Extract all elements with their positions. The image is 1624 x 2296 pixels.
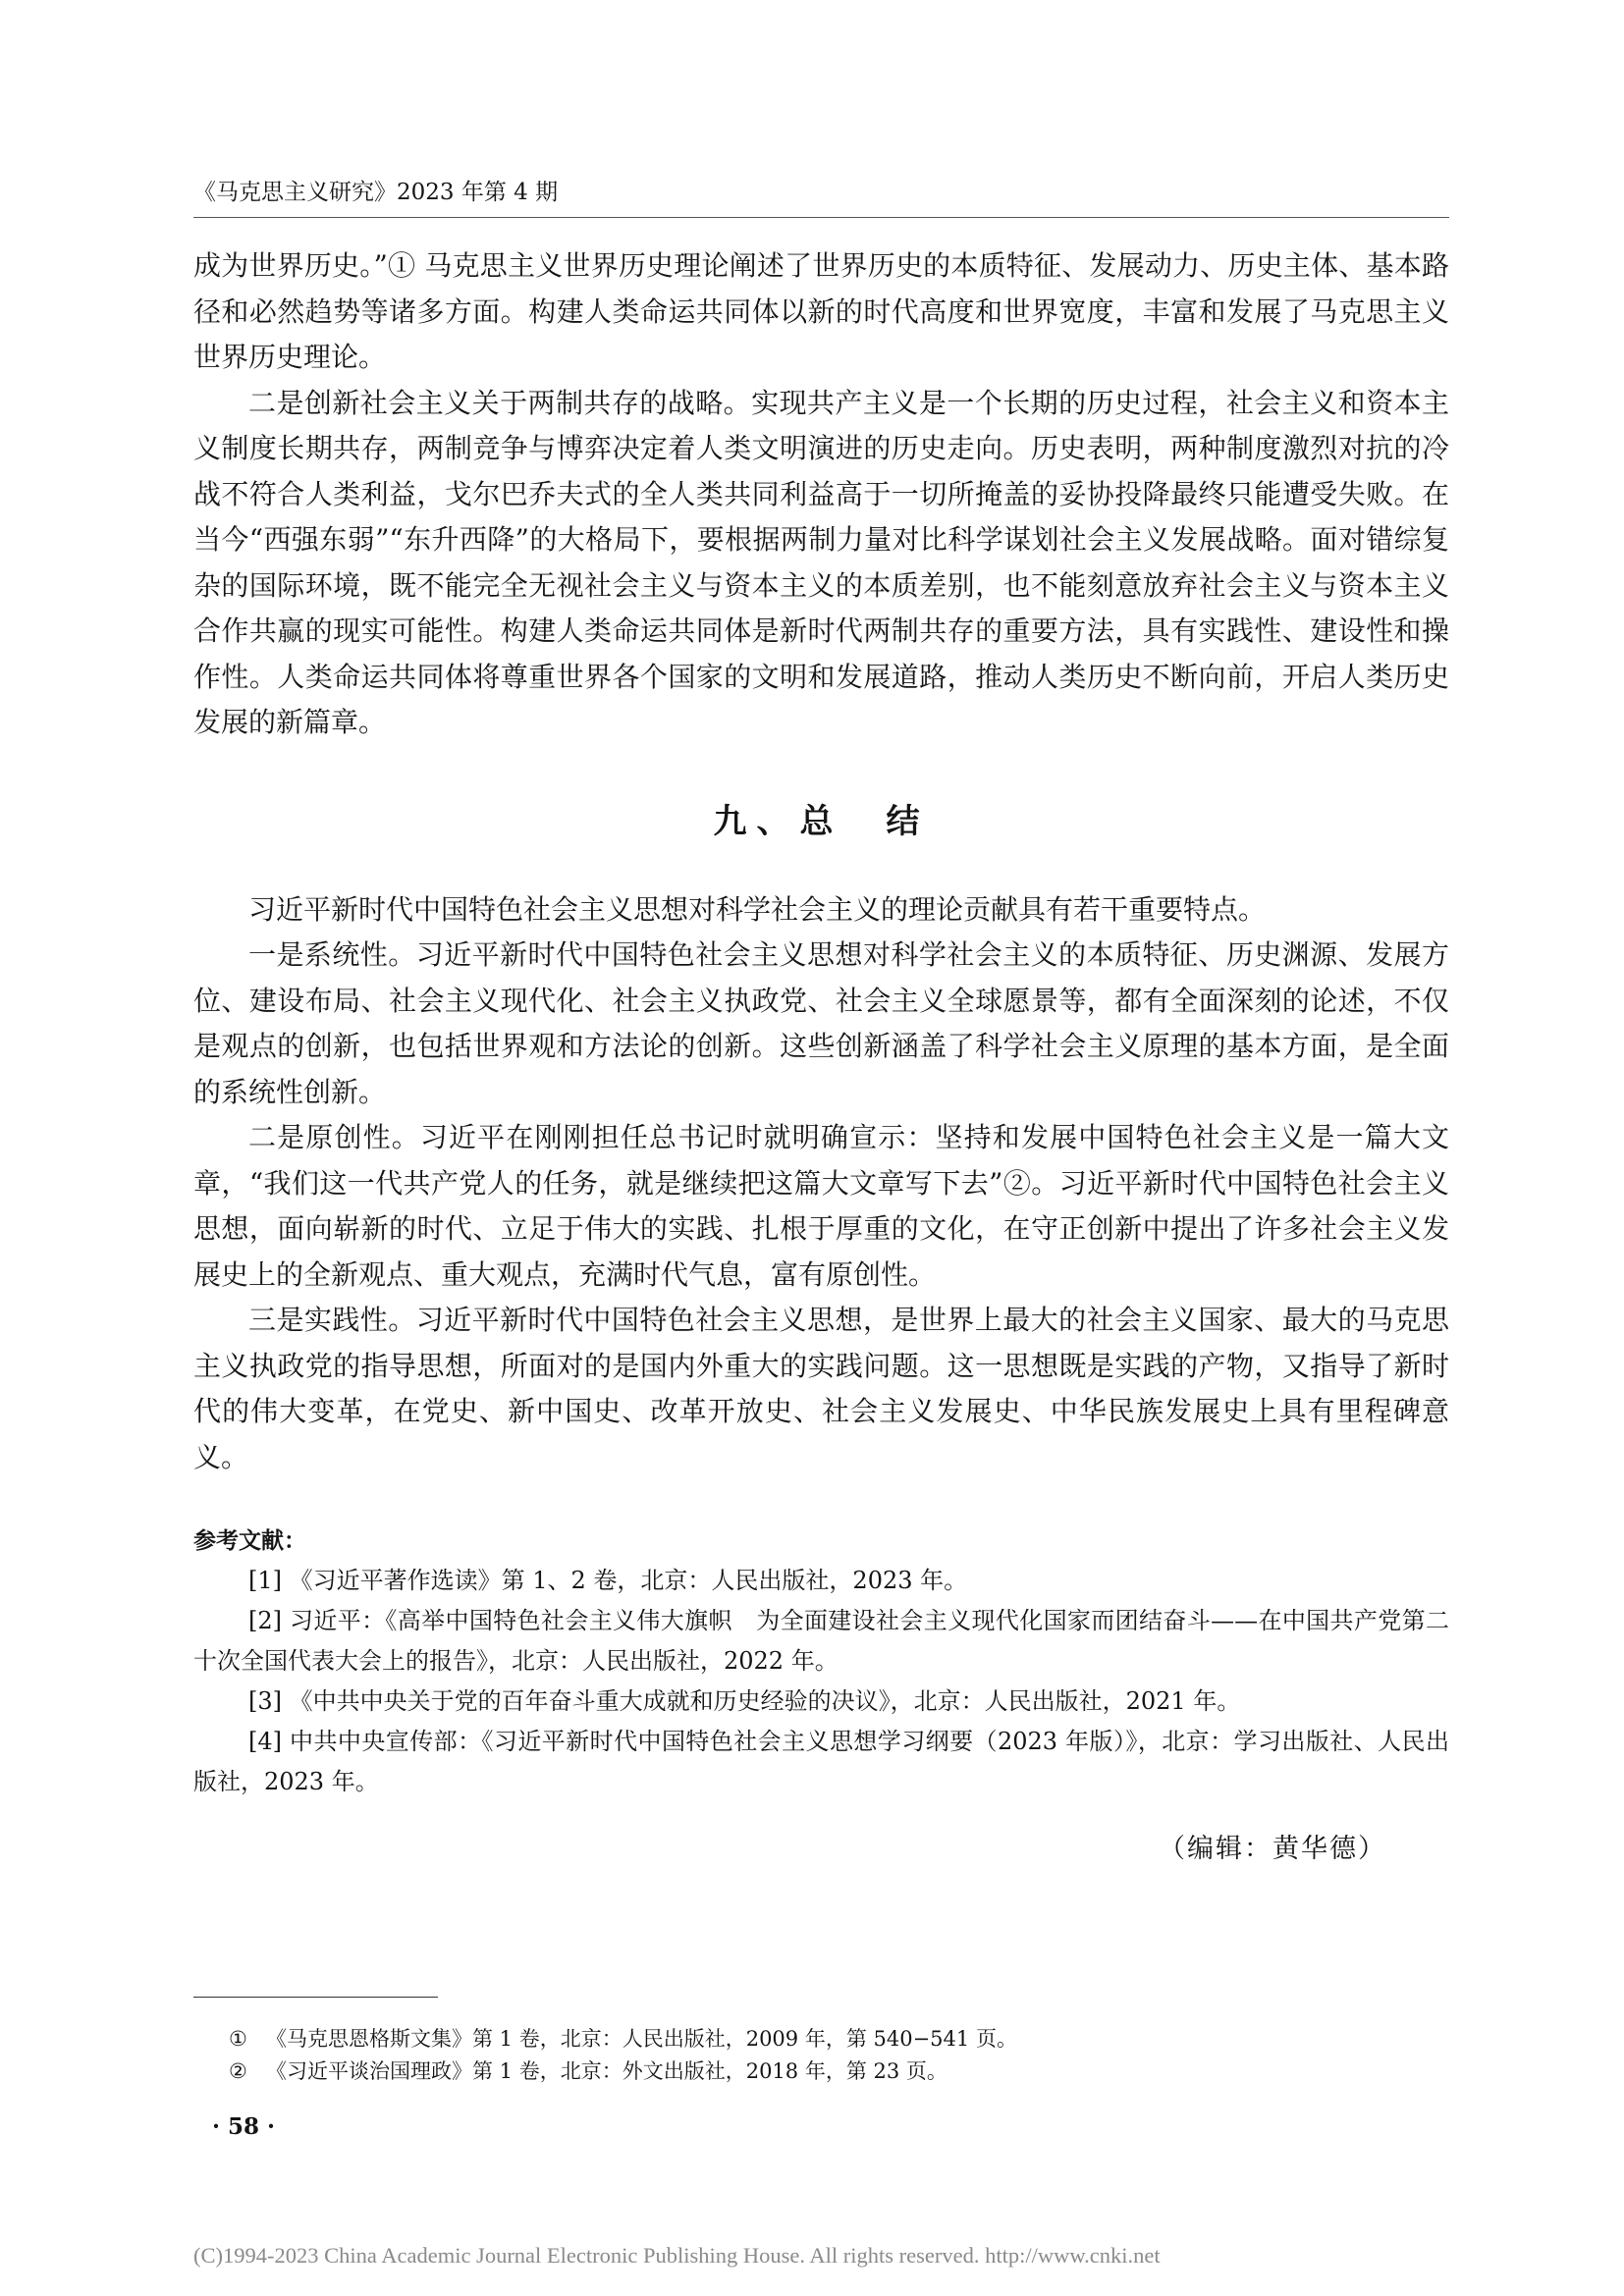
reference-item: [3] 《中共中央关于党的百年奋斗重大成就和历史经验的决议》，北京：人民出版社，2021 年。 bbox=[248, 1687, 1241, 1715]
body-paragraph: 成为世界历史。”① 马克思主义世界历史理论阐述了世界历史的本质特征、发展动力、历史主体、基本路径和必然趋势等诸多方面。构建人类命运共同体以新的时代高度和世界宽度，丰富和发展了马克思主义世界历史理论。 bbox=[193, 249, 1449, 373]
section-title: 九、总 结 bbox=[713, 801, 930, 841]
page-number: · 58 · bbox=[212, 2113, 276, 2140]
header-rule bbox=[193, 217, 1449, 218]
body-paragraph: 二是创新社会主义关于两制共存的战略。实现共产主义是一个长期的历史过程，社会主义和资本主义制度长期共存，两制竞争与博弈决定着人类文明演进的历史走向。历史表明，两种制度激烈对抗的冷战不符合人类利益，戈尔巴乔夫式的全人类共同利益高于一切所掩盖的妥协投降最终只能遭受失败。在当今“西强东弱”“东升西降”的大格局下，要根据两制力量对比科学谋划社会主义发展战略。面对错综复杂的国际环境，既不能完全无视社会主义与资本主义的本质差别，也不能刻意放弃社会主义与资本主义合作共赢的现实可能性。构建人类命运共同体是新时代两制共存的重要方法，具有实践性、建设性和操作性。人类命运共同体将尊重世界各个国家的文明和发展道路，推动人类历史不断向前，开启人类历史发展的新篇章。 bbox=[193, 386, 1449, 738]
footnote bbox=[229, 2056, 1407, 2088]
reference-item: [1] 《习近平著作选读》第 1、2 卷，北京：人民出版社，2023 年。 bbox=[248, 1567, 968, 1594]
reference-item: [2] 习近平：《高举中国特色社会主义伟大旗帜 为全面建设社会主义现代化国家而团结奋斗——在中国共产党第二十次全国代表大会上的报告》，北京：人民出版社，2022 年。 bbox=[193, 1607, 1449, 1675]
reference-item: [4] 中共中央宣传部：《习近平新时代中国特色社会主义思想学习纲要（2023 年版）》，北京：学习出版社、人民出版社，2023 年。 bbox=[193, 1728, 1449, 1795]
footnote-text: 《习近平谈治国理政》第 1 卷，北京：外文出版社，2018 年，第 23 页。 bbox=[266, 2059, 947, 2083]
references-heading: 参考文献： bbox=[193, 1527, 306, 1554]
copyright-notice: (C)1994-2023 China Academic Journal Electronic Publishing House. All rights reserved. http://www.cnki.net bbox=[193, 2243, 1161, 2268]
main-content bbox=[193, 243, 1449, 1869]
footnote-mark: ① bbox=[229, 2027, 247, 2051]
references-section bbox=[193, 1522, 1449, 1802]
editor-credit: （编辑：黄华德） bbox=[1159, 1834, 1386, 1864]
footnote bbox=[229, 2023, 1407, 2056]
body-paragraph: 一是系统性。习近平新时代中国特色社会主义思想对科学社会主义的本质特征、历史渊源、发展方位、建设布局、社会主义现代化、社会主义执政党、社会主义全球愿景等，都有全面深刻的论述，不仅是观点的创新，也包括世界观和方法论的创新。这些创新涵盖了科学社会主义原理的基本方面，是全面的系统性创新。 bbox=[193, 938, 1449, 1108]
body-paragraph: 三是实践性。习近平新时代中国特色社会主义思想，是世界上最大的社会主义国家、最大的马克思主义执政党的指导思想，所面对的是国内外重大的实践问题。这一思想既是实践的产物，又指导了新时代的伟大变革，在党史、新中国史、改革开放史、社会主义发展史、中华民族发展史上具有里程碑意义。 bbox=[193, 1304, 1449, 1473]
body-paragraph: 习近平新时代中国特色社会主义思想对科学社会主义的理论贡献具有若干重要特点。 bbox=[248, 892, 1267, 926]
running-head: 《马克思主义研究》2023 年第 4 期 bbox=[193, 180, 559, 205]
footnote-mark: ② bbox=[229, 2059, 247, 2083]
footnotes bbox=[229, 2023, 1407, 2088]
footnote-rule bbox=[193, 1997, 438, 1998]
body-paragraph: 二是原创性。习近平在刚刚担任总书记时就明确宣示：坚持和发展中国特色社会主义是一篇大文章，“我们这一代共产党人的任务，就是继续把这篇大文章写下去”②。习近平新时代中国特色社会主义思想，面向崭新的时代、立足于伟大的实践、扎根于厚重的文化，在守正创新中提出了许多社会主义发展史上的全新观点、重大观点，充满时代气息，富有原创性。 bbox=[193, 1121, 1449, 1291]
footnote-text: 《马克思恩格斯文集》第 1 卷，北京：人民出版社，2009 年，第 540−541 页。 bbox=[266, 2027, 1017, 2051]
